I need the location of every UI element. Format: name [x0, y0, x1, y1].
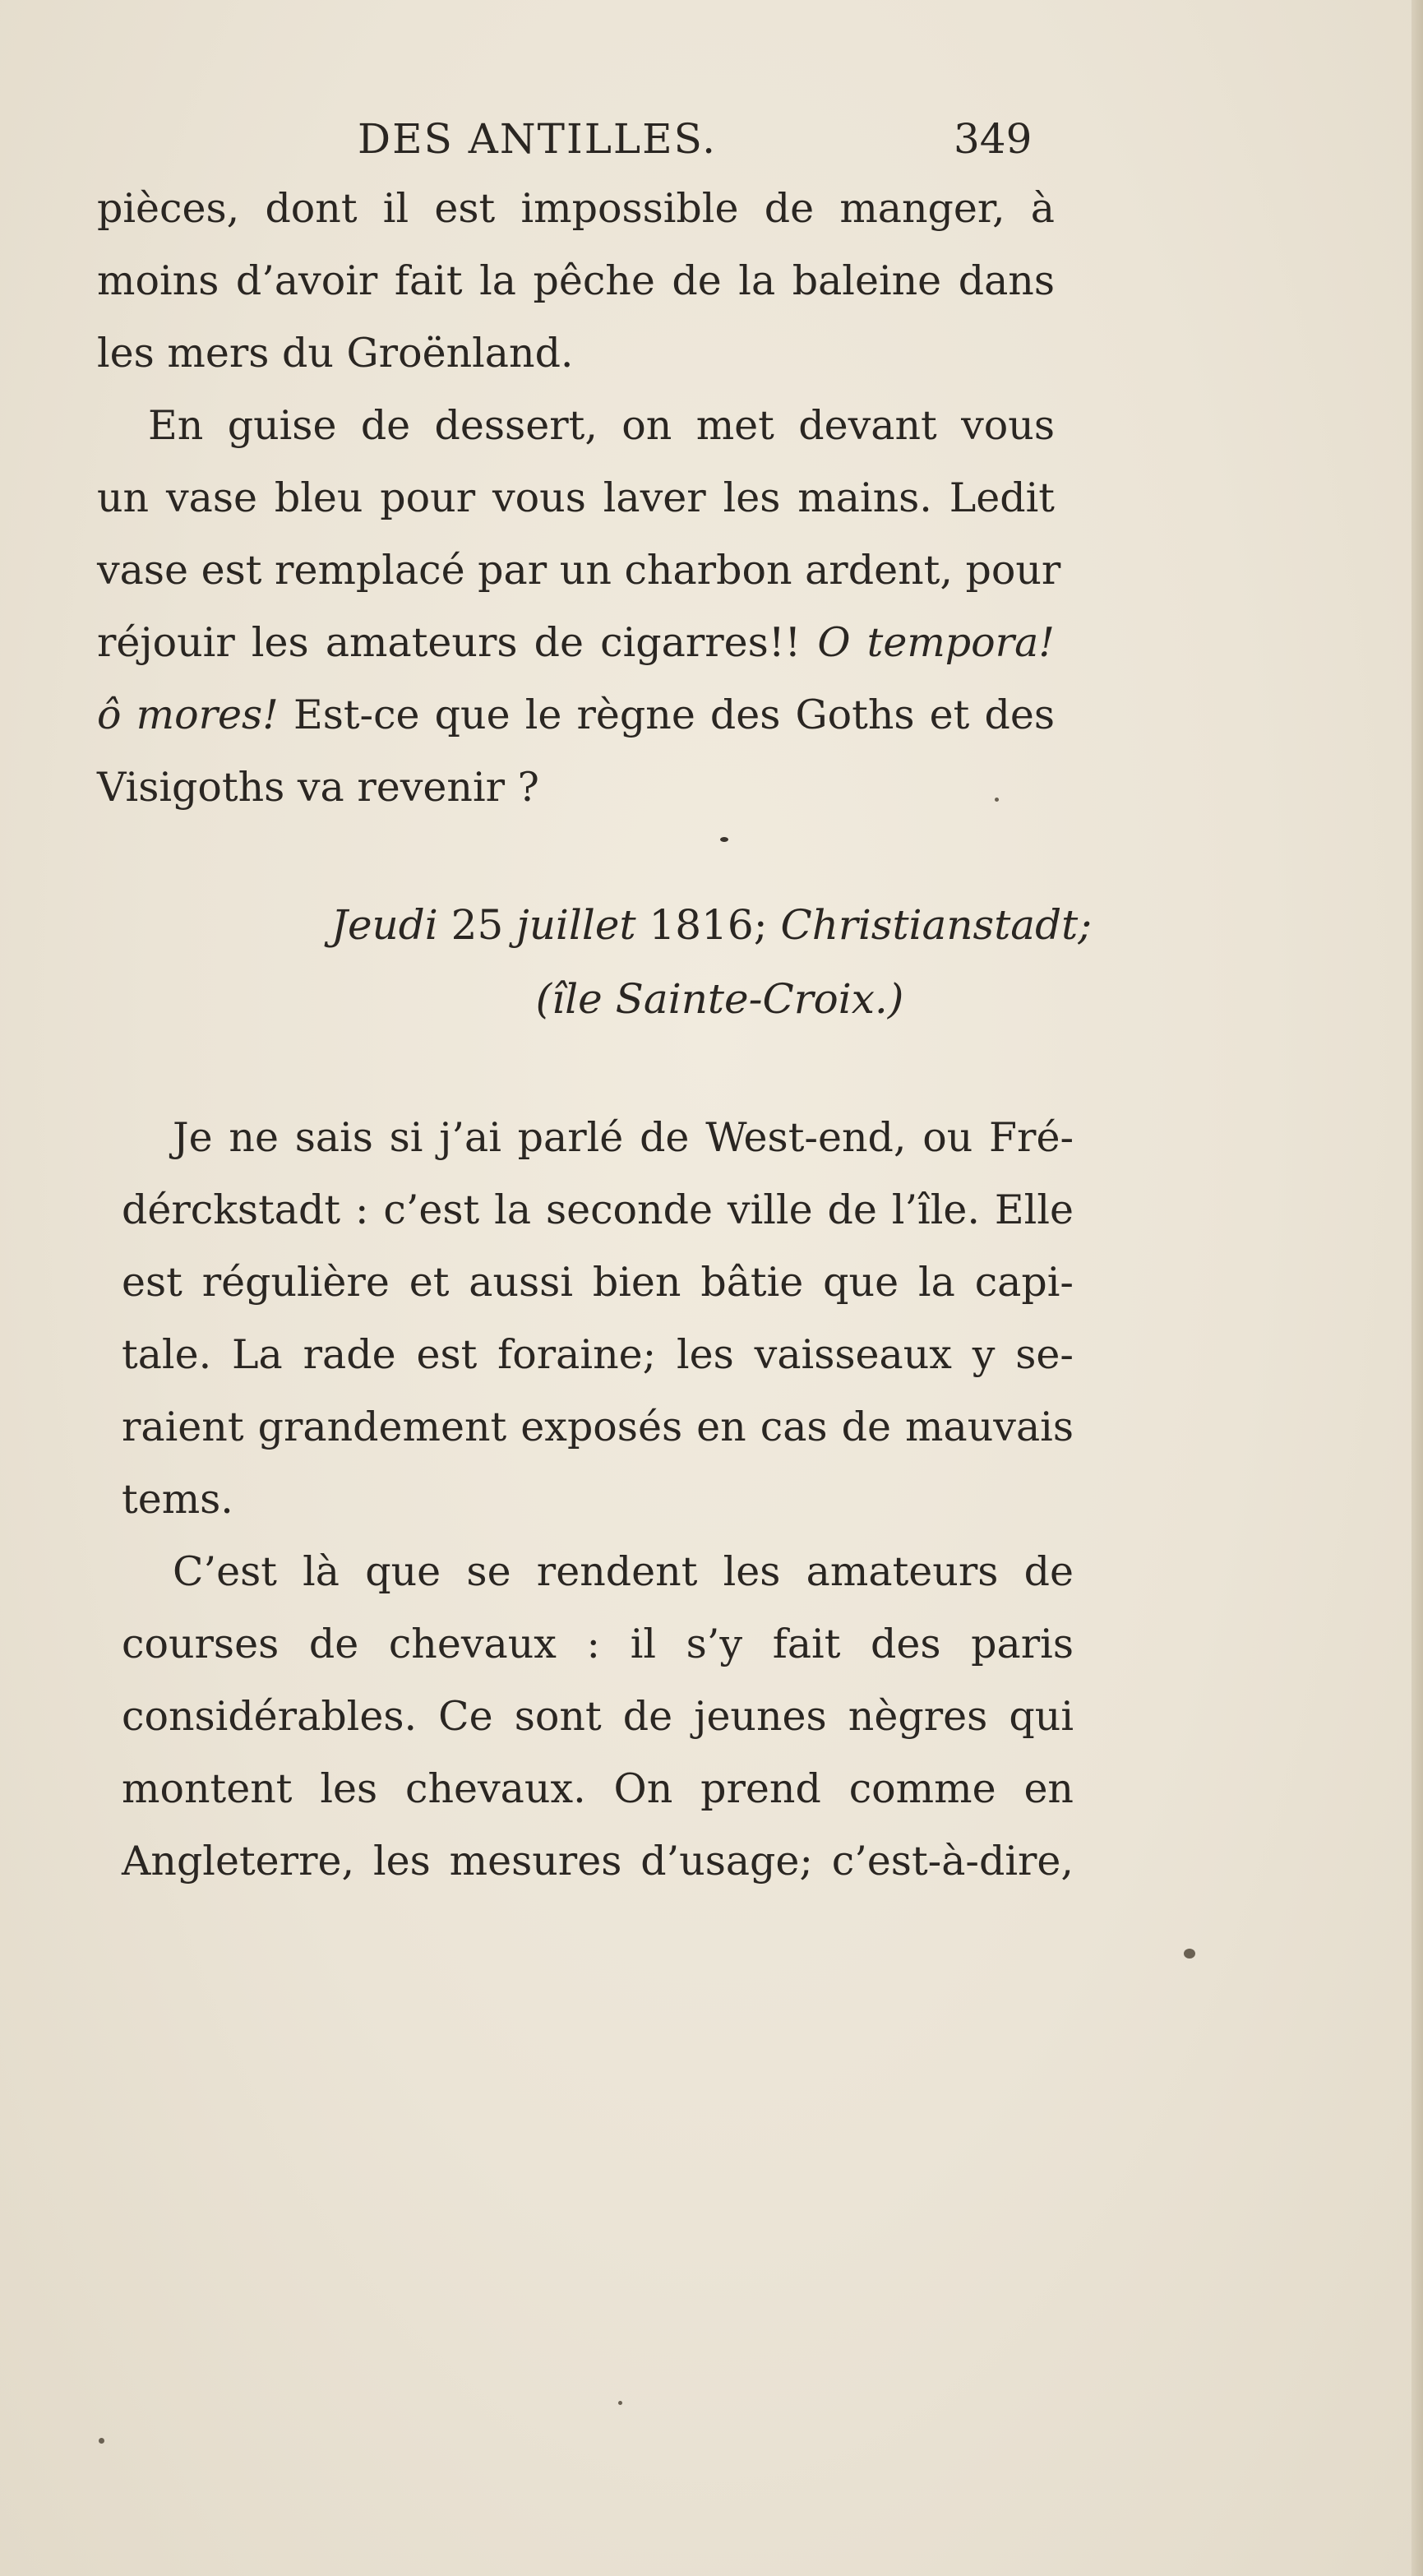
text-line: dérckstadt : c’est la seconde ville de l’île. Elle — [122, 1186, 1074, 1233]
text-line: pièces, dont il est impossible de manger, à — [97, 185, 1055, 232]
text-line: Je ne sais si j’ai parlé de West-end, ou Fré- — [173, 1114, 1074, 1161]
dateline-year: 1816; — [635, 901, 781, 949]
dateline-line-2: (île Sainte-Croix.) — [535, 975, 904, 1023]
paper-speck — [99, 2438, 104, 2444]
paper-speck — [995, 798, 999, 802]
paper-speck — [618, 2401, 622, 2405]
dateline-date: 25 — [437, 901, 517, 949]
paragraph-courses — [122, 1536, 1074, 1898]
paper-speck — [1184, 1949, 1195, 1959]
text-line: courses de chevaux : il s’y fait des paris — [122, 1621, 1074, 1667]
dateline-place: Christianstadt; — [780, 901, 1093, 949]
text-line: est régulière et aussi bien bâtie que la capi- — [122, 1259, 1074, 1306]
text-line: moins d’avoir fait la pêche de la baleine dans — [97, 257, 1055, 304]
dateline-month: juillet — [516, 901, 636, 949]
text-line: un vase bleu pour vous laver les mains. Ledit — [97, 474, 1055, 521]
text-line: raient grandement exposés en cas de mauvais — [122, 1404, 1074, 1450]
paragraph-dessert — [97, 390, 1061, 824]
text-line: tems. — [122, 1476, 233, 1523]
text-line: montent les chevaux. On prend comme en — [122, 1765, 1074, 1812]
text-line: C’est là que se rendent les amateurs de — [173, 1548, 1074, 1595]
paragraph-west-end — [122, 1102, 1074, 1536]
text-italic: ô mores! — [97, 691, 279, 738]
page-number: 349 — [954, 115, 1033, 163]
page-header — [0, 115, 1423, 181]
page-edge — [1411, 0, 1423, 2576]
text-line — [97, 679, 1055, 752]
paragraph-continuation — [97, 173, 1055, 390]
text-line: vase est remplacé par un charbon ardent, pour — [97, 547, 1061, 594]
text-roman: réjouir les amateurs de cigarres!! — [97, 619, 818, 666]
text-line: Angleterre, les mesures d’usage; c’est-à-dire, — [122, 1838, 1074, 1885]
dateline-day: Jeudi — [330, 901, 438, 949]
dateline-line-1 — [0, 888, 1423, 962]
text-italic: O tempora! — [817, 619, 1055, 666]
text-line: En guise de dessert, on met devant vous — [148, 402, 1055, 449]
text-line: tale. La rade est foraine; les vaisseaux y se- — [122, 1331, 1074, 1378]
text-line — [97, 607, 1055, 679]
text-line: considérables. Ce sont de jeunes nègres qui — [122, 1693, 1074, 1740]
text-line: Visigoths va revenir ? — [97, 764, 539, 811]
ornament-dot — [720, 837, 728, 842]
running-head: DES ANTILLES. — [358, 115, 717, 163]
text-line: les mers du Groënland. — [97, 330, 574, 377]
text-roman: Est-ce que le règne des Goths et des — [278, 691, 1055, 738]
